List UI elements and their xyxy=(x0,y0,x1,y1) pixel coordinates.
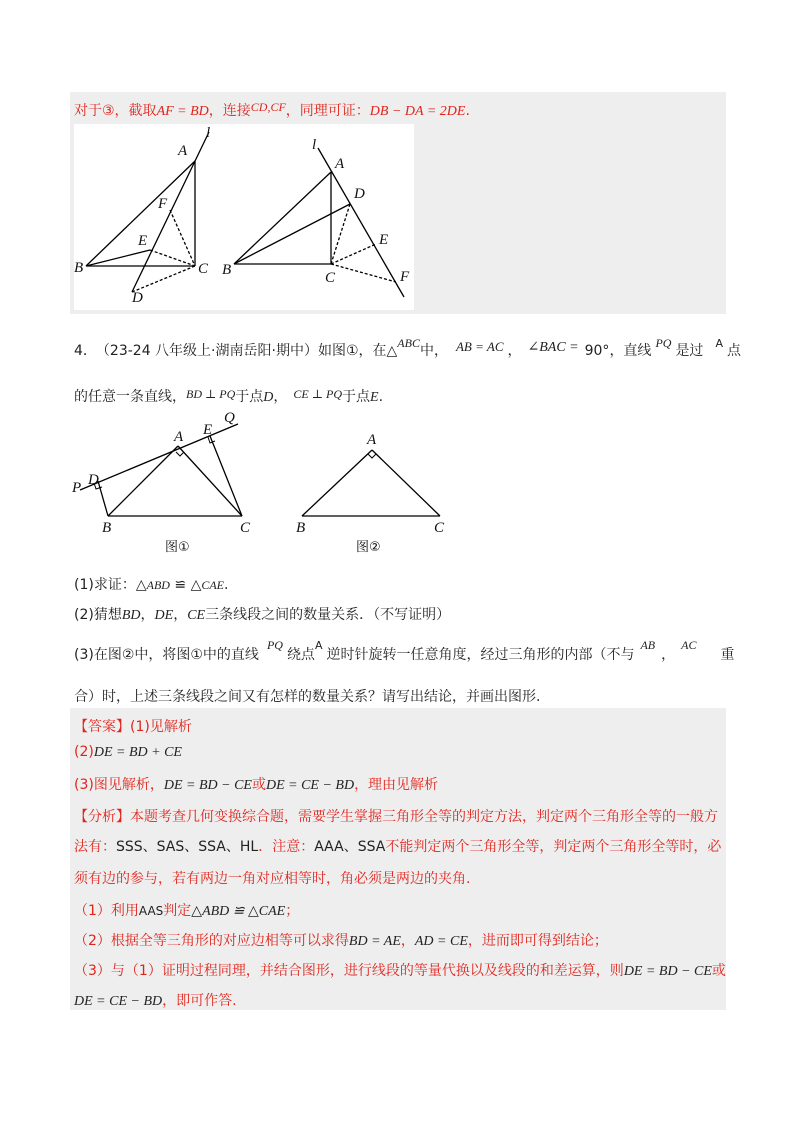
label-B: B xyxy=(74,260,84,276)
question-3: (3)在图②中，将图①中的直线PQ绕点$^A$逆时针旋转一任意角度，经过三角形的内部（不与AB，AC重 xyxy=(74,638,735,663)
label-C-fig2: C xyxy=(434,520,445,536)
answer-line-2: (2)DE = BD + CE xyxy=(74,744,182,760)
question-2: (2)猜想BD，DE，CE三条线段之间的数量关系．（不写证明） xyxy=(74,607,451,623)
label-P: P xyxy=(72,480,82,496)
label-B-right: B xyxy=(222,262,232,278)
label-F-right: F xyxy=(400,269,410,285)
analysis-step-3-cont: DE = CE − BD，即可作答. xyxy=(74,993,237,1009)
label-l: l xyxy=(206,125,211,141)
label-A: A xyxy=(178,143,188,159)
label-B-fig1: B xyxy=(102,520,112,536)
analysis-step-2: （2）根据全等三角形的对应边相等可以求得BD = AE，AD = CE，进而即可得到结论； xyxy=(74,933,608,949)
figure-mid xyxy=(70,408,470,560)
label-E-right: E xyxy=(379,232,389,248)
analysis-line-2: 法有：SSS、SAS、SSA、HL．注意：AAA、SSA不能判定两个三角形全等，判定两个三角形全等时，必 xyxy=(74,839,722,855)
analysis-line-1: 【分析】本题考查几何变换综合题，需要学生掌握三角形全等的判定方法，判定两个三角形全等的一般方 xyxy=(74,809,718,825)
label-E-fig1: E xyxy=(203,422,213,438)
answer-line-3: (3)图见解析，DE = BD − CE或DE = CE − BD，理由见解析 xyxy=(74,777,439,793)
question-3-cont: 合）时，上述三条线段之间又有怎样的数量关系？请写出结论，并画出图形. xyxy=(74,689,541,705)
caption-fig2: 图② xyxy=(356,540,381,555)
label-l-right: l xyxy=(312,137,317,153)
caption-fig1: 图① xyxy=(165,540,190,555)
question-1: (1)求证：△ABD ≌ △CAE. xyxy=(74,577,229,593)
analysis-step-3: （3）与（1）证明过程同理，并结合图形，进行线段的等量代换以及线段的和差运算，则DE = BD − CE或 xyxy=(74,963,726,979)
label-Q: Q xyxy=(224,410,235,426)
analysis-step-1: （1）利用AAS判定△ABD ≌ △CAE； xyxy=(74,903,300,919)
label-D-right: D xyxy=(354,186,365,202)
label-D: D xyxy=(132,290,143,306)
label-E: E xyxy=(138,233,148,249)
figure-top xyxy=(74,124,414,314)
solution-line: 对于③，截取AF = BD，连接CD,CF，同理可证：DB − DA = 2DE. xyxy=(74,100,470,119)
label-C-fig1: C xyxy=(240,520,251,536)
label-A-fig2: A xyxy=(367,432,377,448)
label-A-right: A xyxy=(335,156,345,172)
figure-top-svg xyxy=(74,124,414,310)
label-D-fig1: D xyxy=(88,472,99,488)
label-C: C xyxy=(198,261,209,277)
analysis-line-3: 须有边的参与，若有两边一角对应相等时，角必须是两边的夹角. xyxy=(74,871,471,887)
problem-line-1: 4． （23-24 八年级上·湖南岳阳·期中）如图①，在△ABC中， AB = AC ， ∠BAC = 90°，直线 PQ 是过 $^A$ 点 xyxy=(74,336,741,359)
label-F: F xyxy=(158,196,168,212)
label-A-fig1: A xyxy=(174,429,184,445)
figure-mid-svg xyxy=(70,408,470,556)
problem-line-2: 的任意一条直线，BD ⊥ PQ于点D， CE ⊥ PQ于点E. xyxy=(74,387,384,405)
answer-line-1: 【答案】(1)见解析 xyxy=(74,719,192,735)
label-B-fig2: B xyxy=(296,520,306,536)
label-C-right: C xyxy=(325,270,336,286)
